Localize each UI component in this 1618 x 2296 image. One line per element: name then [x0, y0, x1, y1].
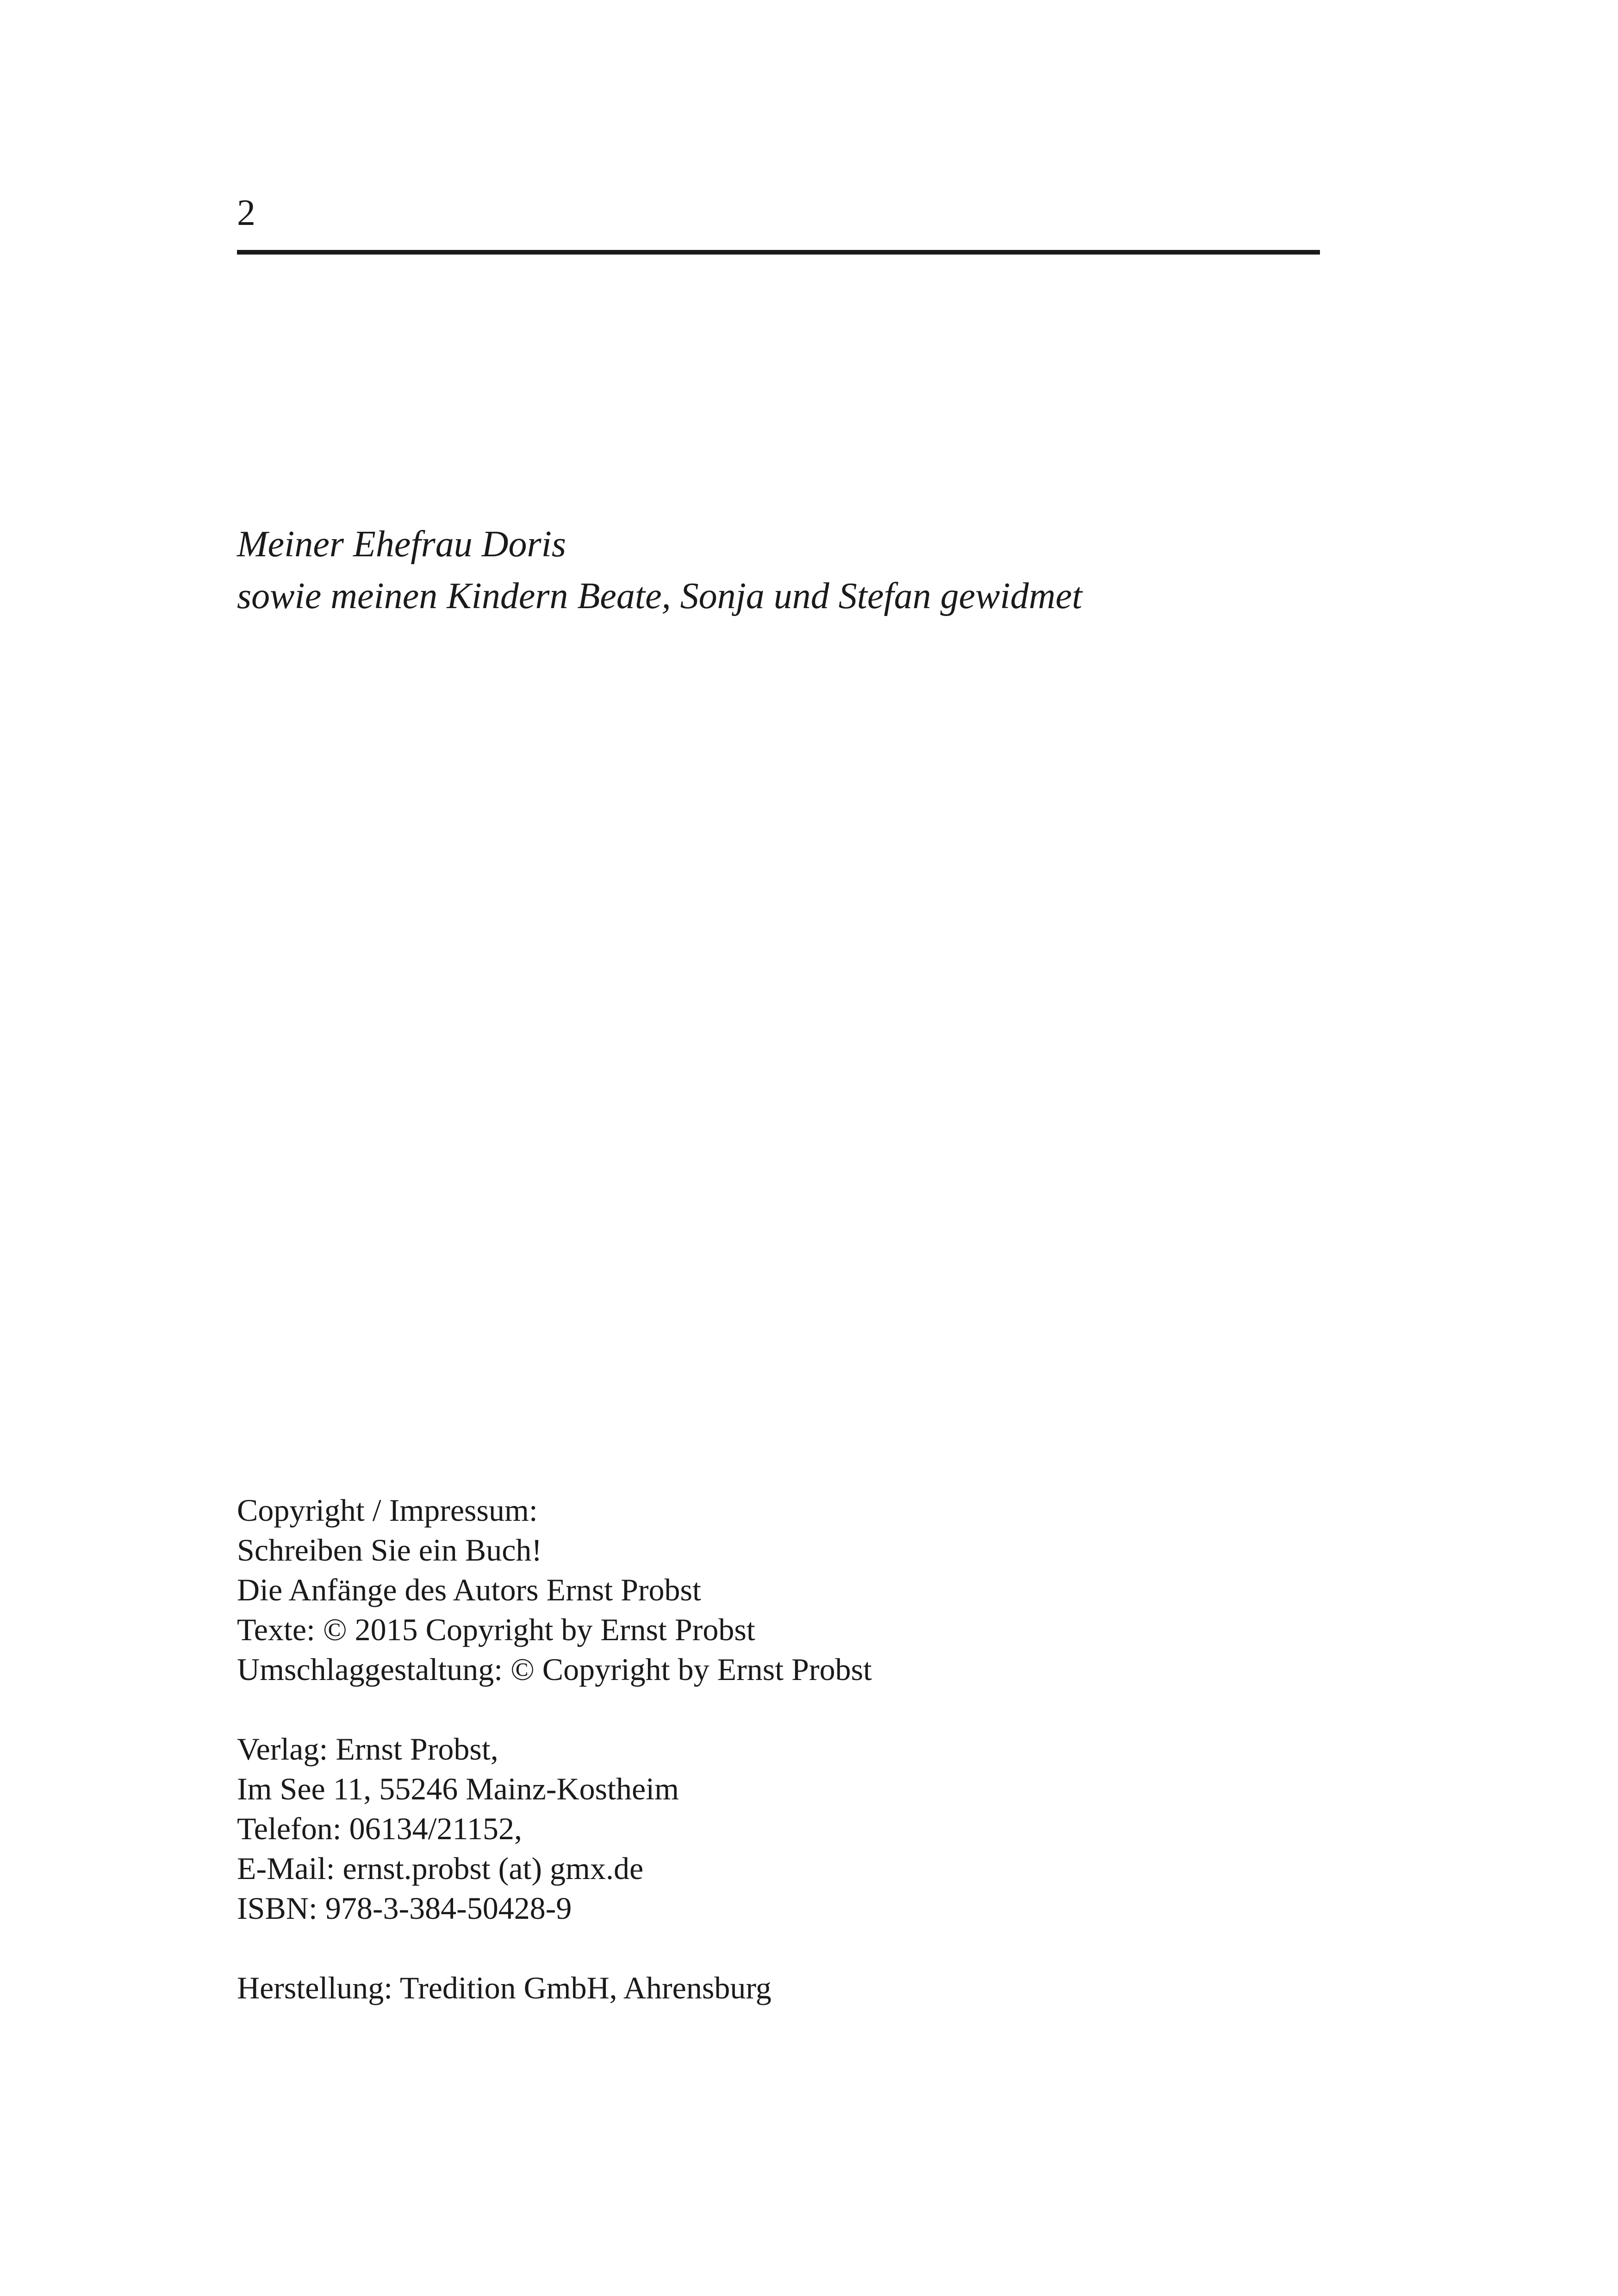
- imprint-line: Die Anfänge des Autors Ernst Probst: [237, 1572, 701, 1607]
- dedication-line: Meiner Ehefrau Doris: [237, 524, 566, 565]
- imprint-line: Schreiben Sie ein Buch!: [237, 1532, 542, 1568]
- imprint-line: Herstellung: Tredition GmbH, Ahrensburg: [237, 1970, 772, 2005]
- page-number: 2: [237, 193, 255, 233]
- header-rule: [237, 250, 1320, 255]
- imprint-line: ISBN: 978-3-384-50428-9: [237, 1891, 572, 1926]
- dedication-line: sowie meinen Kindern Beate, Sonja und Stefan gewidmet: [237, 576, 1083, 616]
- imprint-line: Telefon: 06134/21152,: [237, 1811, 522, 1846]
- imprint-line: Texte: © 2015 Copyright by Ernst Probst: [237, 1612, 755, 1647]
- dedication: [237, 518, 1082, 622]
- imprint-line: Umschlaggestaltung: © Copyright by Ernst Probst: [237, 1652, 872, 1687]
- imprint-line: Copyright / Impressum:: [237, 1493, 538, 1528]
- imprint: [237, 1490, 872, 2008]
- imprint-spacer: [237, 1928, 872, 1968]
- imprint-line: Im See 11, 55246 Mainz-Kostheim: [237, 1771, 679, 1806]
- imprint-spacer: [237, 1689, 872, 1729]
- imprint-line: E-Mail: ernst.probst (at) gmx.de: [237, 1851, 644, 1886]
- imprint-line: Verlag: Ernst Probst,: [237, 1731, 498, 1767]
